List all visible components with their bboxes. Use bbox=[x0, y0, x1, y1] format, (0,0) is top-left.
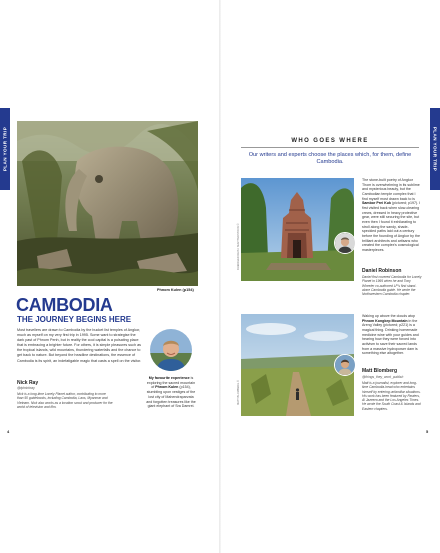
hero-caption: Phnom Kulen (p154) bbox=[157, 288, 194, 292]
heading-rule bbox=[241, 147, 419, 148]
hero-photo bbox=[17, 121, 198, 286]
author-name: Nick Ray bbox=[17, 380, 39, 386]
c2-place: Phnom Kongkep Mountain bbox=[362, 318, 408, 323]
c1-text-b: (pictured; p197). I first visited back when slow-clearing crews, dressed in heavy protective gear, were still securing the site, but even then I found it exhilarating to stroll along the sandy, shade-speckled paths laid out a century before the founding of Angkor by the brilliant architects and artisans who created the complex's cosmological masterpieces. bbox=[362, 201, 421, 252]
contributor-portrait bbox=[334, 232, 356, 254]
contributor-2-handle: @things_they_wont_publish bbox=[362, 375, 404, 379]
page-number-left: 4 bbox=[7, 429, 10, 434]
author-bio: Nick is a long-time Lonely Planet author, contributing to more than 50 guidebooks, including Cambodia, Laos, Myanmar and Vietnam. Nick also works as a location scout and producer for the world of television and film. bbox=[17, 392, 113, 409]
contributor-2-name: Matt Blomberg bbox=[362, 368, 397, 374]
page-title: CAMBODIA bbox=[16, 295, 113, 315]
temple-photo bbox=[241, 178, 354, 281]
contributor-1-text bbox=[362, 178, 422, 253]
contributor-2-bio: Matt is a journalist, explorer and long-time Cambodia-head who entertains himself by entering unfamiliar situations. His work has been featured by Reuters, Al Jazeera and the Los Angeles Times. He wrote the South Coast & Islands and Eastern chapters. bbox=[362, 381, 421, 411]
c1-place: Sambor Prei Kuk bbox=[362, 201, 391, 206]
photo-credit: RUEDIGER REIN / SHUTTERSTOCK © bbox=[237, 223, 240, 270]
author-handle: @tplnickray bbox=[17, 386, 35, 390]
contributor-2-text bbox=[362, 314, 422, 356]
contributor-1-name: Daniel Robinson bbox=[362, 268, 402, 274]
side-tab-right bbox=[430, 108, 440, 190]
fav-tail: (p154), stumbling upon vestiges of the lost city of Mahendraparvata and forgotten treasures like the giant elephant of Sra Damrei. bbox=[146, 385, 196, 409]
contributor-1-bio: Daniel first covered Cambodia for Lonely Planet in 1995 when he and Tony Wheeler co-authored LP's first stand-alone Cambodia guide. He wrote the Northwestern Cambodia chapter. bbox=[362, 275, 422, 297]
fav-rest: is exploring the sacred mountain of bbox=[146, 376, 196, 390]
fav-place: Phnom Kulen bbox=[155, 385, 179, 390]
side-tab-label: PLAN YOUR TRIP bbox=[2, 126, 8, 172]
fav-lead: My favourite experience bbox=[148, 376, 190, 380]
favourite-experience bbox=[145, 376, 197, 409]
c2-text-a: Waking up above the clouds atop bbox=[362, 314, 416, 318]
page-subtitle: THE JOURNEY BEGINS HERE bbox=[17, 315, 132, 324]
section-heading: WHO GOES WHERE bbox=[291, 138, 369, 144]
intro-paragraph: Most travellers are drawn to Cambodia by the bucket list temples of Angkor, much as myself on my very first trip in 1995. Some want to strategise the dark past of Phnom Penh, but in reality the cool capital is a pulsating place that is embracing a brighter future. For others, it is simple pleasures such as the tropical islands, wild mountains, thundering waterfalls and the chance to get back to nature. But beyond the headline destinations, the essence of Cambodia is its spirit, an indefatigable magic that casts a spell on the visitor. bbox=[17, 328, 142, 363]
c1-text-a: The stone-built poetry of Angkor Thom is overwhelming in its sublime and mysterious beauty, but the Cambodian temple complex that I find myself most drawn back to is bbox=[362, 178, 420, 201]
contributor-portrait bbox=[334, 354, 356, 376]
spine-gutter bbox=[219, 0, 221, 553]
page-number-right: 5 bbox=[426, 429, 429, 434]
photo-credit: MATT BLOMBERG © bbox=[237, 380, 240, 405]
c2-text-b: in the Areng Valley (pictured; p221) is a magical thing. Drinking homemade medicine wine with your guides and hearing how they were forced into activism to save their sacred lands from a massive hydropower dam is something else altogether. bbox=[362, 318, 419, 356]
side-tab-label: PLAN YOUR TRIP bbox=[432, 126, 438, 172]
side-tab-left bbox=[0, 108, 10, 190]
section-lead: Our writers and experts choose the places which, for them, define Cambodia. bbox=[248, 152, 412, 165]
author-portrait bbox=[150, 329, 192, 371]
